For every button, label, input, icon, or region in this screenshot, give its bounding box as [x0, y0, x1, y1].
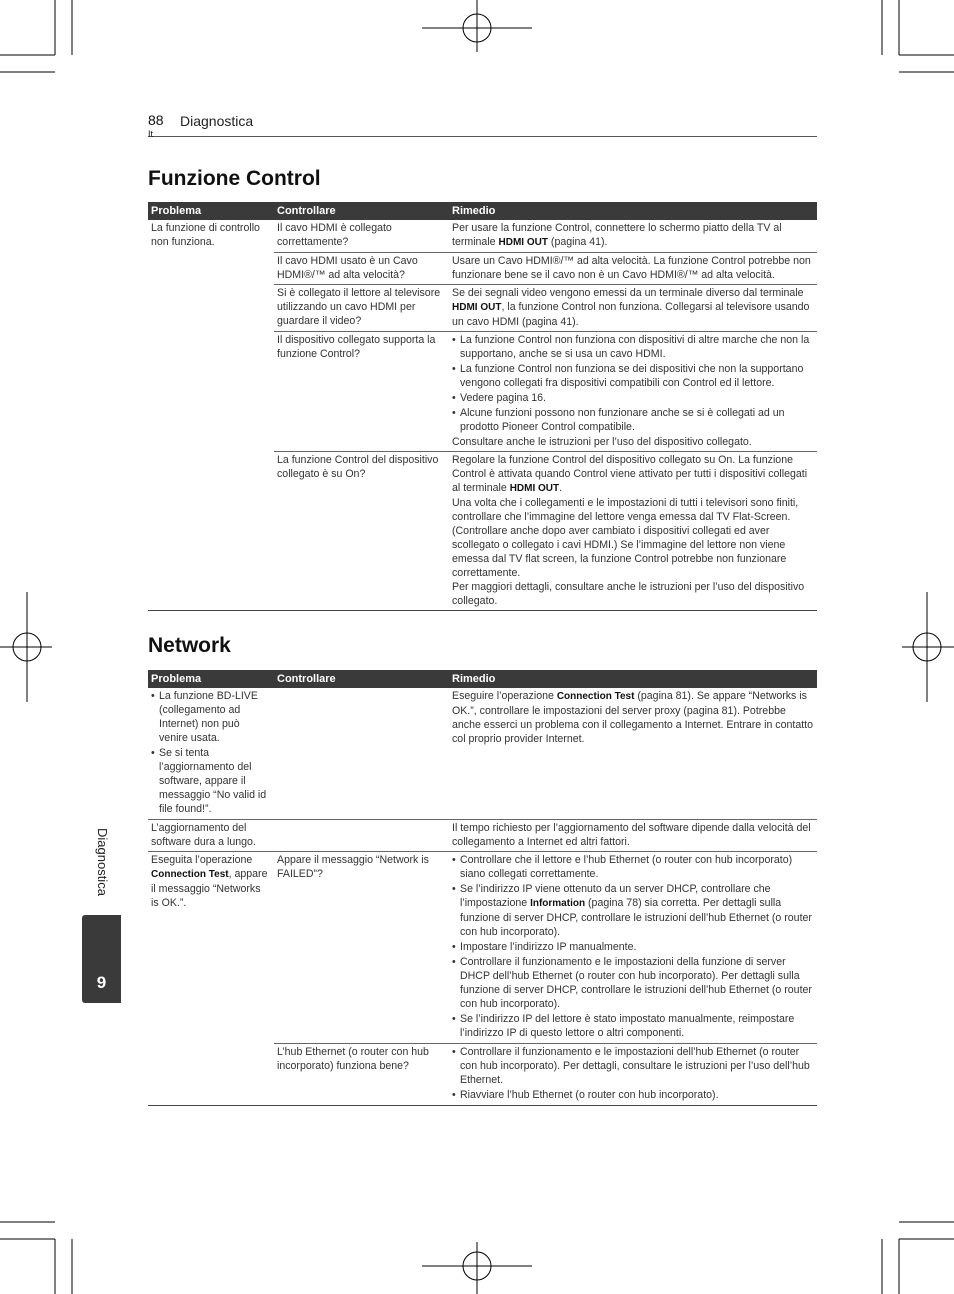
chapter-title: Diagnostica — [180, 113, 254, 129]
table-header-row — [148, 202, 817, 220]
table-row — [148, 688, 817, 820]
page-number: 88 — [148, 112, 164, 128]
table-row — [148, 852, 817, 1044]
network-troubleshooting-table — [148, 670, 817, 1106]
list-item: • Se l’indirizzo IP viene ottenuto da un server DHCP, controllare che l’impostazione Information (pagina 78) sia corretta. Per dettagli sulla funzione di server DHCP, controllare le istruzioni dell’hub Ethernet (o router con hub incorporato). — [452, 882, 814, 939]
list-item: • Controllare il funzionamento e le impostazioni della funzione di server DHCP dell’hub Ethernet (o router con hub incorporato). Per dettagli sulla funzione di server DHCP, controllare le istruzioni dell’hub Ethernet (o router con hub incorporato). — [452, 955, 814, 1011]
problem-list — [151, 689, 271, 816]
remedy-cell — [449, 852, 817, 1044]
column-header-remedy: Rimedio — [449, 670, 817, 688]
ui-term: HDMI OUT — [498, 237, 548, 248]
list-item: • La funzione Control non funziona se dei dispositivi che non la supportano vengono collegati fra dispositivi compatibili con Control ed il lettore. — [452, 362, 814, 390]
chapter-tab — [82, 915, 121, 1003]
problem-cell: L’aggiornamento del software dura a lungo. — [148, 820, 274, 852]
list-item: • Riavviare l’hub Ethernet (o router con hub incorporato). — [452, 1088, 814, 1102]
list-item: • Se si tenta l’aggiornamento del software, appare il messaggio “No valid id file found!”. — [151, 746, 271, 816]
list-item: • Impostare l’indirizzo IP manualmente. — [452, 940, 814, 954]
side-chapter-text: Diagnostica — [95, 828, 110, 896]
ui-term: Information — [530, 898, 586, 909]
check-cell: L’hub Ethernet (o router con hub incorporato) funziona bene? — [274, 1044, 449, 1106]
chapter-number: 9 — [96, 973, 107, 992]
language-code: It — [148, 129, 154, 139]
check-cell: Il cavo HDMI usato è un Cavo HDMI®/™ ad alta velocità? — [274, 253, 449, 285]
list-item: • Se l’indirizzo IP del lettore è stato impostato manualmente, reimpostare l’indirizzo IP di questo lettore o altri componenti. — [452, 1012, 814, 1040]
list-item: • Controllare il funzionamento e le impostazioni dell’hub Ethernet (o router con hub incorporato). Per dettagli, consultare le istruzioni per l’uso dell’hub Ethernet. — [452, 1045, 814, 1087]
remedy-list — [452, 333, 814, 434]
check-cell — [274, 820, 449, 852]
check-cell: La funzione Control del dispositivo collegato è su On? — [274, 452, 449, 611]
list-item: • Controllare che il lettore e l’hub Ethernet (o router con hub incorporato) siano collegati correttamente. — [452, 853, 814, 881]
problem-cell: La funzione di controllo non funziona. — [151, 222, 260, 248]
ui-term: HDMI OUT — [509, 483, 560, 494]
list-item: • Alcune funzioni possono non funzionare anche se si è collegati ad un prodotto Pioneer Control compatibile. — [452, 406, 814, 434]
running-header — [148, 112, 817, 137]
section-title-network: Network — [148, 634, 231, 657]
column-header-check: Controllare — [274, 670, 449, 688]
table-row — [148, 220, 817, 253]
check-cell: Il dispositivo collegato supporta la funzione Control? — [274, 332, 449, 452]
remedy-cell — [449, 332, 817, 452]
remedy-cell: Per usare la funzione Control, connettere lo schermo piatto della TV al terminale HDMI OUT (pagina 41). — [452, 222, 782, 248]
remedy-cell: Eseguire l’operazione Connection Test (pagina 81). Se appare “Networks is OK.”, controllare le impostazioni del server proxy (pagina 81). Potrebbe anche esserci un problema con il collegamento a Internet. Entrare in contatto col proprio provider Internet. — [452, 690, 813, 745]
remedy-note: Consultare anche le istruzioni per l’uso del dispositivo collegato. — [452, 436, 752, 448]
ui-term: Connection Test — [556, 691, 635, 702]
column-header-remedy: Rimedio — [449, 202, 817, 220]
list-item: • Vedere pagina 16. — [452, 391, 814, 405]
check-cell: Appare il messaggio “Network is FAILED”? — [274, 852, 449, 1044]
side-chapter-label — [94, 828, 114, 908]
control-troubleshooting-table — [148, 202, 817, 611]
ui-term: HDMI OUT — [452, 302, 502, 313]
remedy-cell: Usare un Cavo HDMI®/™ ad alta velocità. La funzione Control potrebbe non funzionare bene se il cavo non è un Cavo HDMI®/™ ad alta velocità. — [449, 253, 817, 285]
problem-cell: Eseguita l’operazione Connection Test, appare il messaggio “Networks is OK.”. — [148, 852, 274, 1106]
problem-cell — [148, 688, 274, 820]
table-row — [148, 820, 817, 852]
section-title-control: Funzione Control — [148, 167, 321, 190]
remedy-cell: Regolare la funzione Control del dispositivo collegato su On. La funzione Control è attivata quando Control viene attivato per tutti i dispositivi collegati al terminale HDMI OUT. Una volta che i collegamenti e le impostazioni di tutti i televisori sono finiti, controllare che l’immagine del lettore venga emessa dal TV Flat-Screen. (Controllare anche dopo aver cambiato i dispositivi collegati ed aver scollegato o collegato i cavi HDMI.) Se l’immagine del lettore non viene emessa dal TV flat screen, la funzione Control potrebbe non funzionare correttamente. Per maggiori dettagli, consultare anche le istruzioni per l’uso del dispositivo collegato. — [449, 452, 817, 611]
check-cell — [274, 688, 449, 820]
remedy-cell — [449, 1044, 817, 1106]
check-cell: Si è collegato il lettore al televisore utilizzando un cavo HDMI per guardare il video? — [274, 285, 449, 332]
remedy-cell: Il tempo richiesto per l’aggiornamento del software dipende dalla velocità del collegamento a Internet ed altri fattori. — [449, 820, 817, 852]
list-item: • La funzione Control non funziona con dispositivi di altre marche che non la supportano, anche se si usa un cavo HDMI. — [452, 333, 814, 361]
check-cell: Il cavo HDMI è collegato correttamente? — [277, 222, 392, 248]
remedy-list — [452, 853, 814, 1040]
table-header-row — [148, 670, 817, 688]
remedy-list — [452, 1045, 814, 1102]
remedy-cell: Se dei segnali video vengono emessi da un terminale diverso dal terminale HDMI OUT, la funzione Control non funziona. Collegarsi al televisore usando un cavo HDMI (pagina 41). — [449, 285, 817, 332]
column-header-problem: Problema — [148, 670, 274, 688]
column-header-problem: Problema — [148, 202, 274, 220]
list-item: • La funzione BD-LIVE (collegamento ad Internet) non può venire usata. — [151, 689, 271, 745]
column-header-check: Controllare — [274, 202, 449, 220]
ui-term: Connection Test — [151, 869, 229, 880]
